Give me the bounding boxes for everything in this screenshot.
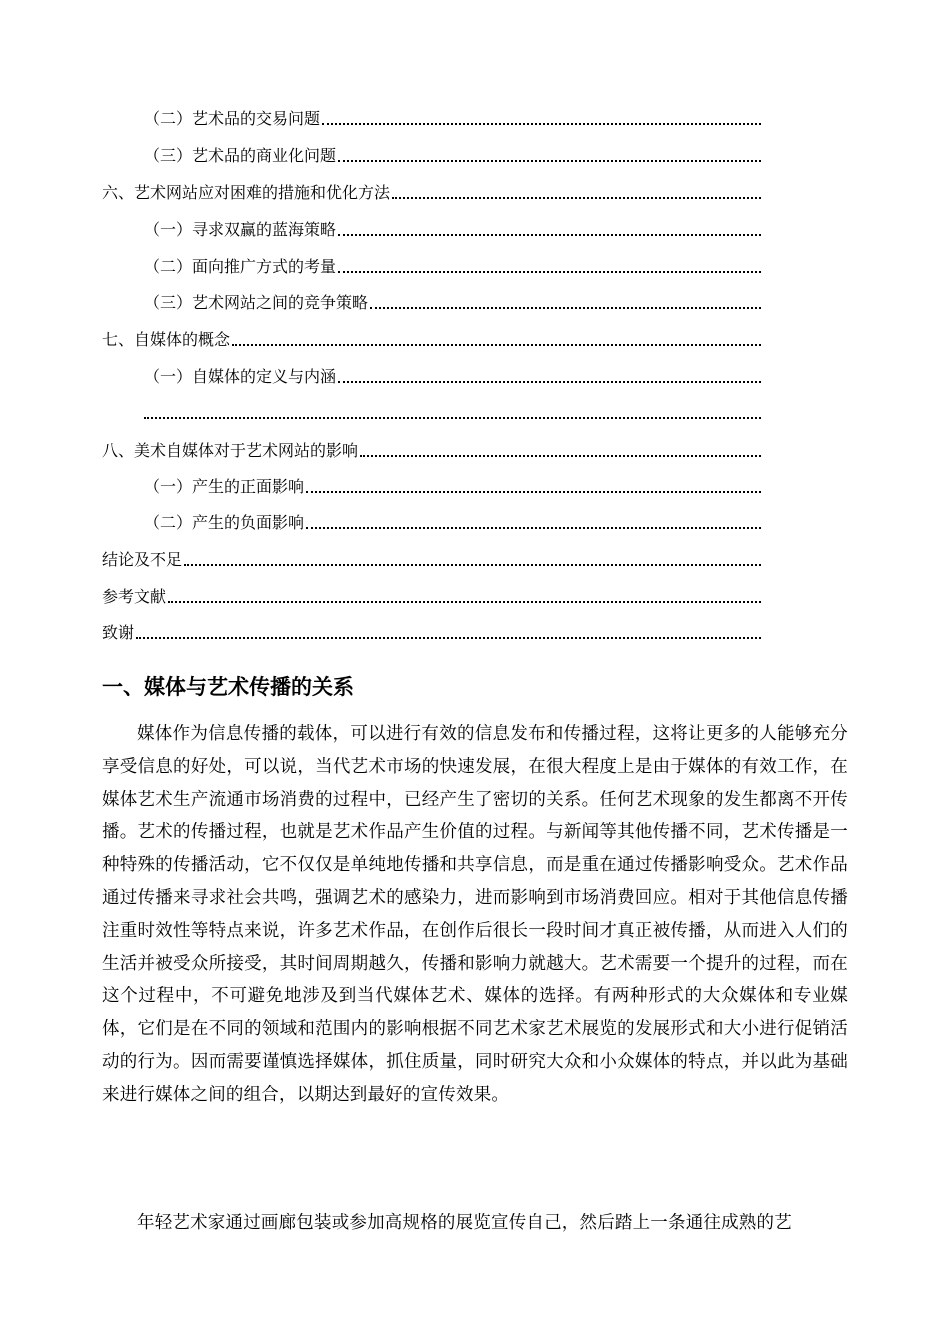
toc-entry[interactable] bbox=[144, 256, 761, 278]
toc-entry-text: 七、自媒体的概念 bbox=[102, 330, 231, 349]
toc-leader-dots bbox=[184, 564, 761, 566]
toc-entry[interactable] bbox=[144, 219, 761, 241]
toc-entry[interactable] bbox=[144, 402, 761, 424]
toc-entry-text: 参考文献 bbox=[102, 587, 167, 606]
body-paragraph: 媒体作为信息传播的载体，可以进行有效的信息发布和传播过程，这将让更多的人能够充分享受信息的好处，可以说，当代艺术市场的快速发展，在很大程度上是由于媒体的有效工作，在媒体艺术生产流通市场消费的过程中，已经产生了密切的关系。任何艺术现象的发生都离不开传播。艺术的传播过程，也就是艺术作品产生价值的过程。与新闻等其他传播不同，艺术传播是一种特殊的传播活动，它不仅仅是单纯地传播和共享信息，而是重在通过传播影响受众。艺术作品通过传播来寻求社会共鸣，强调艺术的感染力，进而影响到市场消费回应。相对于其他信息传播注重时效性等特点来说，许多艺术作品，在创作后很长一段时间才真正被传播，从而进入人们的生活并被受众所接受，其时间周期越久，传播和影响力就越大。艺术需要一个提升的过程，而在这个过程中，不可避免地涉及到当代媒体艺术、媒体的选择。有两种形式的大众媒体和专业媒体，它们是在不同的领域和范围内的影响根据不同艺术家艺术展览的发展形式和大小进行促销活动的行为。因而需要谨慎选择媒体，抓住质量，同时研究大众和小众媒体的特点，并以此为基础来进行媒体之间的组合，以期达到最好的宣传效果。 bbox=[102, 724, 848, 1105]
toc-leader-dots bbox=[306, 491, 761, 493]
toc-entry-text: 六、艺术网站应对困难的措施和优化方法 bbox=[102, 183, 391, 202]
toc-entry[interactable] bbox=[102, 549, 761, 571]
toc-entry-text: （三）艺术网站之间的竞争策略 bbox=[144, 293, 369, 312]
toc-entry-text: （三）艺术品的商业化问题 bbox=[144, 146, 337, 165]
toc-leader-dots bbox=[232, 344, 761, 346]
toc-leader-dots bbox=[338, 234, 761, 236]
toc-leader-dots bbox=[322, 123, 761, 125]
toc-entry[interactable] bbox=[144, 145, 761, 167]
toc-leader-dots bbox=[338, 160, 761, 162]
toc-entry-text: （二）艺术品的交易问题 bbox=[144, 109, 321, 128]
toc-entry[interactable] bbox=[102, 329, 761, 351]
toc-entry-text: （一）寻求双赢的蓝海策略 bbox=[144, 220, 337, 239]
toc-entry-text: （一）产生的正面影响 bbox=[144, 477, 305, 496]
toc-entry[interactable] bbox=[144, 292, 761, 314]
section-heading: 一、媒体与艺术传播的关系 bbox=[102, 675, 354, 699]
toc-leader-dots bbox=[306, 527, 761, 529]
toc-entry-text: （二）面向推广方式的考量 bbox=[144, 257, 337, 276]
toc-leader-dots bbox=[370, 307, 761, 309]
toc-entry-text: 结论及不足 bbox=[102, 550, 183, 569]
toc-entry[interactable] bbox=[144, 366, 761, 388]
toc-entry-text: （二）产生的负面影响 bbox=[144, 513, 305, 532]
toc-entry-text: （一）自媒体的定义与内涵 bbox=[144, 367, 337, 386]
toc-entry[interactable] bbox=[144, 108, 761, 130]
toc-entry-text: 八、美术自媒体对于艺术网站的影响 bbox=[102, 441, 359, 460]
toc-entry[interactable] bbox=[102, 622, 761, 644]
toc-leader-dots bbox=[338, 381, 761, 383]
toc-leader-dots bbox=[338, 271, 761, 273]
toc-entry-text: 致谢 bbox=[102, 623, 135, 642]
toc-entry[interactable] bbox=[102, 182, 761, 204]
toc-leader-dots bbox=[136, 637, 761, 639]
toc-leader-dots bbox=[392, 197, 761, 199]
toc-leader-dots bbox=[168, 601, 761, 603]
toc-leader-dots bbox=[144, 417, 761, 419]
toc-entry[interactable] bbox=[144, 476, 761, 498]
toc-entry[interactable] bbox=[102, 586, 761, 608]
toc-entry[interactable] bbox=[102, 440, 761, 462]
body-paragraph: 年轻艺术家通过画廊包装或参加高规格的展览宣传自己，然后踏上一条通往成熟的艺 bbox=[137, 1213, 792, 1233]
toc-leader-dots bbox=[360, 455, 761, 457]
toc-entry[interactable] bbox=[144, 512, 761, 534]
